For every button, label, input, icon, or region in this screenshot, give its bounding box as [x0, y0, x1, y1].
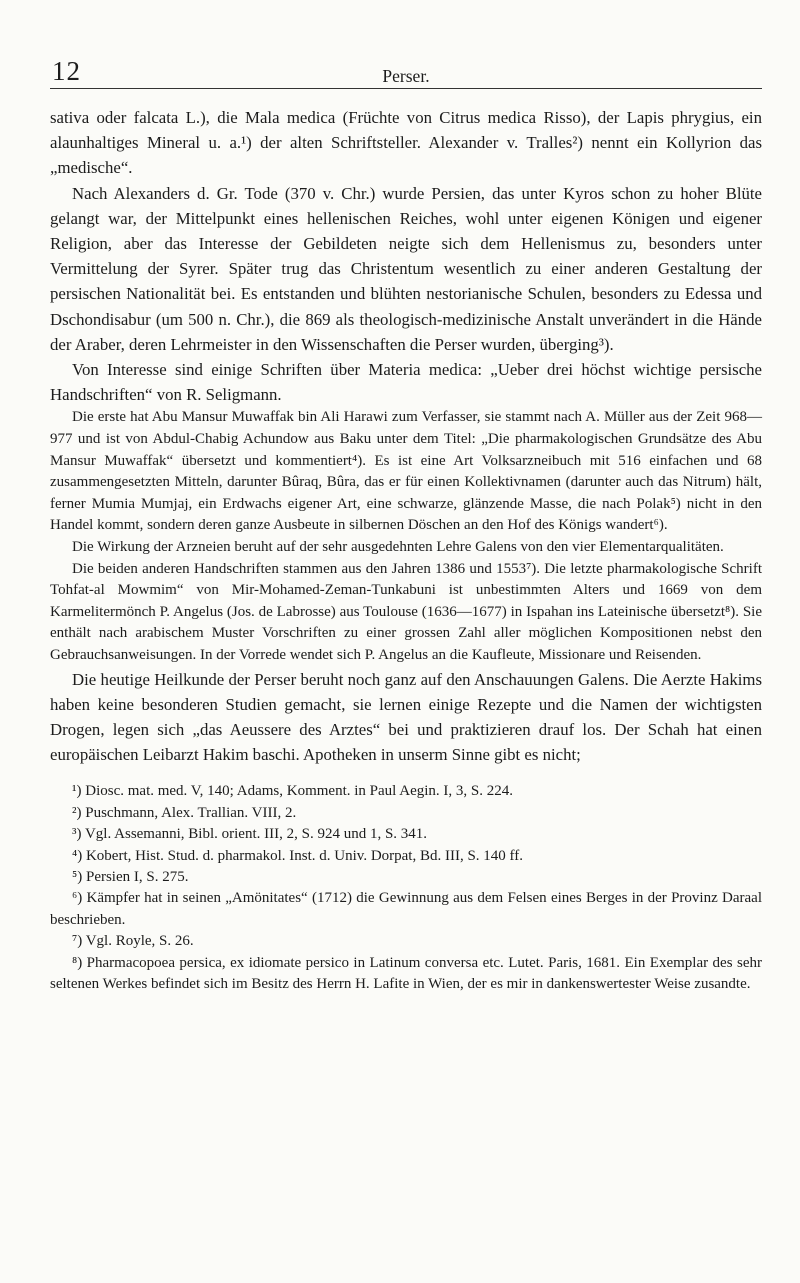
footnote: ¹) Diosc. mat. med. V, 140; Adams, Komment. in Paul Aegin. I, 3, S. 224. [72, 783, 514, 800]
footnote: ⁵) Persien I, S. 275. [72, 869, 189, 885]
footnote: ⁶) Kämpfer hat in seinen „Amönitates“ (1712) die Gewinnung aus dem Felsen eines Berges in der Provinz Daraal beschrieben. [50, 890, 762, 928]
paragraph: Die heutige Heilkunde der Perser beruht noch ganz auf den Anschauungen Galens. Die Aerzte Hakims haben keine besonderen Studien gemacht, sie lernen einige Rezepte und die Namen der wichtigsten Drogen, legen sich „das Aeussere des Arztes“ bei und praktizieren drauf los. Der Schah hat einen europäischen Leibarzt Hakim baschi. Apotheken in unserm Sinne gibt es nicht; [50, 669, 762, 765]
footnote: ⁸) Pharmacopoea persica, ex idiomate persico in Latinum conversa etc. Lutet. Paris, 1681. Ein Exemplar des sehr seltenen Werkes befindet sich im Besitz des Herrn H. Lafite in Wien, der es mir in dankenswertester Weise zusandte. [50, 954, 762, 993]
page-number: 12 [52, 56, 81, 86]
footnote: ⁷) Vgl. Royle, S. 26. [72, 933, 194, 950]
body-text [50, 105, 762, 767]
footnote: ³) Vgl. Assemanni, Bibl. orient. III, 2, S. 924 und 1, S. 341. [72, 826, 428, 843]
book-page [50, 56, 762, 995]
footnote: ⁴) Kobert, Hist. Stud. d. pharmakol. Inst. d. Univ. Dorpat, Bd. III, S. 140 ff. [72, 847, 524, 864]
running-head: Perser. [382, 66, 430, 86]
page-header [50, 56, 762, 89]
paragraph: Die beiden anderen Handschriften stammen aus den Jahren 1386 und 1553⁷). Die letzte pharmakologische Schrift Tohfat-al Mowmim“ von Mir-Mohamed-Zeman-Tunkabuni ist unbestimmten Alters und 1669 von dem Karmelitermönch P. Angelus (Jos. de Labrosse) aus Toulouse (1636—1677) in Ispahan ins Lateinische übersetzt⁸). Sie enthält nach arabischem Muster Vorschriften zu einer grossen Zahl aller möglichen Kompositionen nebst den Gebrauchsanweisungen. In der Vorrede wendet sich P. Angelus an die Kaufleute, Missionare und Reisenden. [50, 560, 762, 663]
footnotes [50, 781, 762, 995]
paragraph: Die Wirkung der Arzneien beruht auf der sehr ausgedehnten Lehre Galens von den vier Elementarqualitäten. [72, 539, 724, 555]
paragraph: sativa oder falcata L.), die Mala medica (Früchte von Citrus medica Risso), der Lapis phrygius, ein alaunhaltiges Mineral u. a.¹) der alten Schriftsteller. Alexander v. Tralles²) nennt ein Kollyrion das „medische“. [50, 108, 762, 178]
paragraph: Nach Alexanders d. Gr. Tode (370 v. Chr.) wurde Persien, das unter Kyros schon zu hoher Blüte gelangt war, der Mittelpunkt eines hellenischen Reiches, wohl unter eigenen Königen und eigener Religion, aber das Interesse der Gebildeten neigte sich dem Hellenismus zu, besonders unter Vermittelung der Syrer. Später trug das Christentum wesentlich zu einer anderen Gestaltung der persischen Nationalität bei. Es entstanden und blühten nestorianische Schulen, besonders zu Edessa und Dschondisabur (um 500 n. Chr.), die 869 als theologisch-medizinische Anstalt unverändert in die Hände der Araber, deren Lehrmeister in den Wissenschaften die Perser wurden, überging³). [50, 183, 762, 354]
paragraph: Von Interesse sind einige Schriften über Materia medica: „Ueber drei höchst wichtige persische Handschriften“ von R. Seligmann. [50, 360, 762, 405]
footnote: ²) Puschmann, Alex. Trallian. VIII, 2. [72, 804, 297, 821]
paragraph: Die erste hat Abu Mansur Muwaffak bin Ali Harawi zum Verfasser, sie stammt nach A. Müller aus der Zeit 968—977 und ist von Abdul-Chabig Achundow aus Baku unter dem Titel: „Die pharmakologischen Grundsätze des Abu Mansur Muwaffak“ übersetzt und kommentiert⁴). Es ist eine Art Volksarzneibuch mit 516 einfachen und 68 zusammengesetzten Mitteln, darunter Bûraq, Bûra, das er für einen Kollektivnamen (darunter auch das Nitrum) hält, ferner Mumia Mumjaj, ein Erdwachs eigener Art, eine schwarze, glänzende Masse, die nach Polak⁵) nicht in den Handel kommt, sondern deren ganze Ausbeute in silbernen Döschen an den Hof des Königs wandert⁶). [50, 409, 762, 534]
